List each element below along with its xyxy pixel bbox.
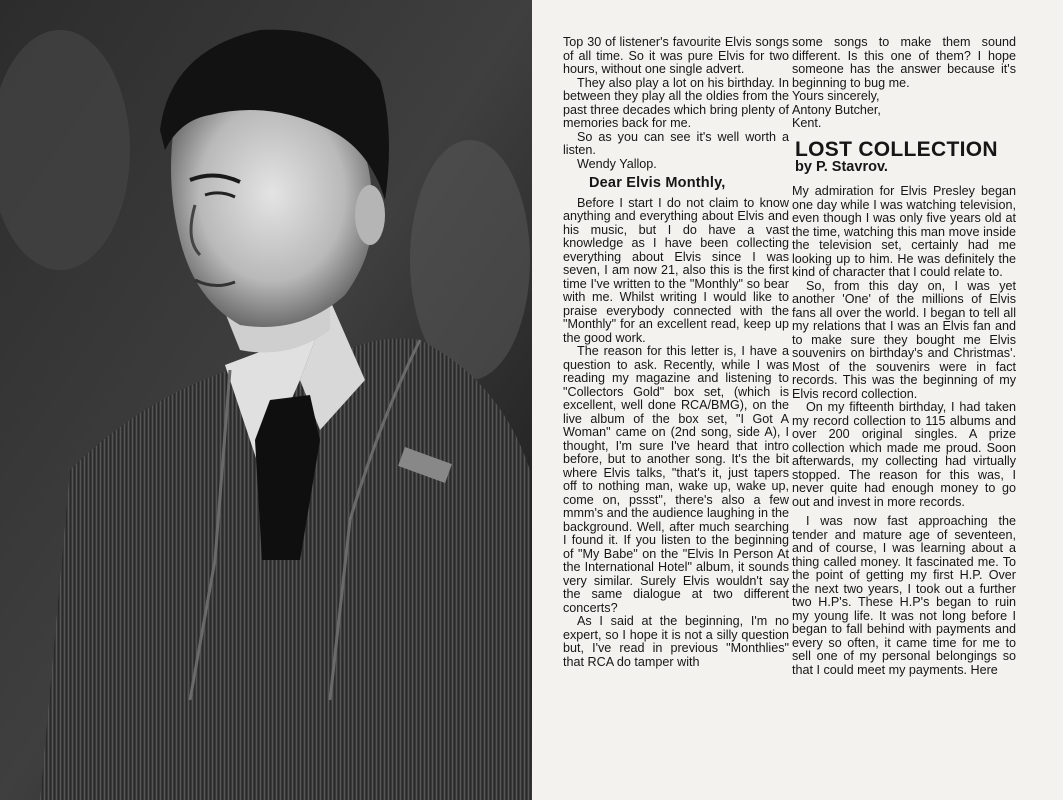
paragraph: As I said at the beginning, I'm no expert, so I hope it is not a silly question but, I've read in previous "Monthlies" that RCA do tamper with	[563, 614, 789, 669]
signature: Wendy Yallop.	[577, 156, 657, 171]
letter-heading: Dear Elvis Monthly,	[589, 175, 726, 191]
magazine-page	[532, 0, 1063, 800]
paragraph: The reason for this letter is, I have a question to ask. Recently, while I was reading my magazine and listening to "Collectors Gold" box set, (which is excellent, well done RCA/BMG), on the live album of the box set, "I Got A Woman" came on (2nd song, side A), I thought, I'm sure I've heard that intro before, but to another song. It's the bit where Elvis talks, "that's it, just tapers off to nothing man, wake up, wake up, come on, pssst", there's also a few mmm's and the audience laughing in the background. Well, after much searching I found it. If you listen to the beginning of "My Babe" on the "Elvis In Person At the International Hotel" album, it sounds very similar. Surely Elvis wouldn't say the same dialogue at two different concerts?	[563, 344, 789, 615]
article-byline: by P. Stavrov.	[795, 158, 888, 175]
paragraph: I was now fast approaching the tender and mature age of seventeen, and of course, I was learning about a thing called money. It fascinated me. To the point of getting my first H.P. Over the next two years, I took out a further two H.P's. These H.P's began to ruin my young life. It was not long before I began to fall behind with payments and every so often, it came time for me to sell one of my personal belongings so that I could meet my payments. Here	[792, 514, 1016, 677]
text-column-left	[563, 36, 789, 669]
paragraph: So, from this day on, I was yet another 'One' of the millions of Elvis fans all over the world. I began to tell all my relations that I was an Elvis fan and to make sure they bought me Elvis souvenirs on birthday's and Christmas'. Most of the souvenirs were in fact records. This was the beginning of my Elvis record collection.	[792, 278, 1016, 401]
paragraph: They also play a lot on his birthday. In between they play all the oldies from the past three decades which bring plenty of memories back for me.	[563, 75, 789, 130]
signature: Kent.	[792, 116, 822, 130]
paragraph: So as you can see it's well worth a listen.	[563, 129, 789, 157]
signature: Antony Butcher,	[792, 102, 881, 117]
paragraph: On my fifteenth birthday, I had taken my record collection to 115 albums and over 200 original singles. A prize collection which made me proud. Soon afterwards, my collecting had virtually stopped. The reason for this was, I never quite had enough money to go out and invest in more records.	[792, 400, 1016, 509]
paragraph: Before I start I do not claim to know anything and everything about Elvis and his music, but I do have a vast knowledge as I have been collecting everything about Elvis since I was seven, I am now 21, also this is the first time I've written to the "Monthly" so bear with me. Whilst writing I would like to praise everybody connected with the "Monthly" for an excellent read, keep up the good work.	[563, 195, 789, 345]
article-title: LOST COLLECTION	[795, 137, 998, 161]
paragraph: Top 30 of listener's favourite Elvis songs of all time. So it was pure Elvis for two hours, without one single advert.	[563, 35, 789, 76]
signature: Yours sincerely,	[792, 89, 880, 103]
text-column-right	[792, 36, 1016, 677]
paragraph: some songs to make them sound different. Is this one of them? I hope someone has the answer because it's beginning to bug me.	[792, 35, 1016, 90]
paragraph: My admiration for Elvis Presley began one day while I was watching television, even though I was only five years old at the time, watching this man move inside the television set, certainly had me looking up to him. He was definitely the kind of character that I could relate to.	[792, 184, 1016, 279]
